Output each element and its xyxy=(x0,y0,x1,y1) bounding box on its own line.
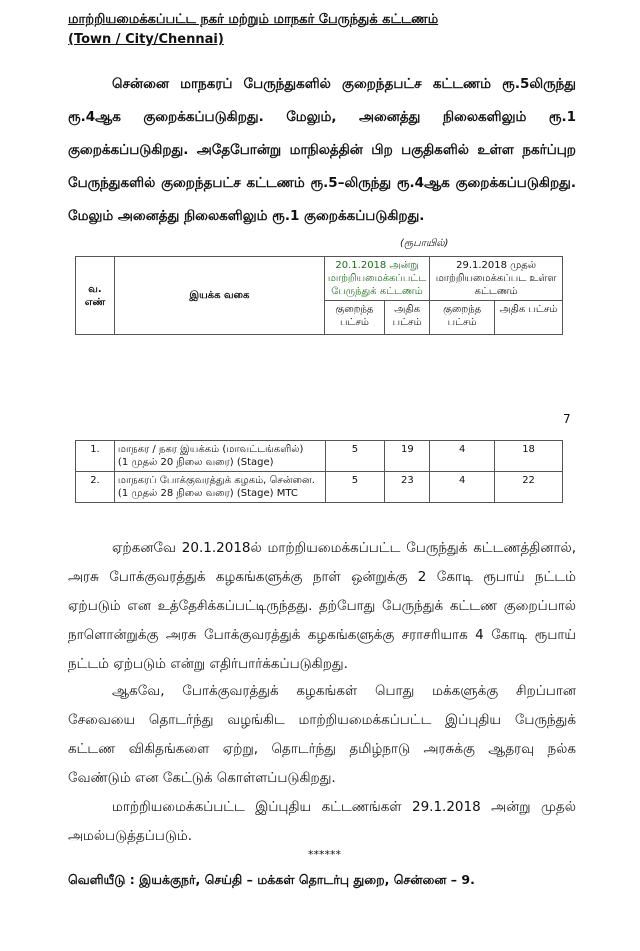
cell-min-1: 5 xyxy=(325,441,385,472)
heading-english: (Town / City/Chennai) xyxy=(68,32,224,47)
paragraph-fare-reduction xyxy=(68,68,576,233)
cell-max-2: 18 xyxy=(495,441,563,472)
cell-max-1: 19 xyxy=(385,441,430,472)
cell-min-2: 4 xyxy=(430,472,495,503)
cell-max-1: 23 xyxy=(385,472,430,503)
table-row xyxy=(76,472,563,503)
fare-table-body xyxy=(75,440,563,503)
unit-note: (ரூபாயில்) xyxy=(400,238,449,249)
header-serial: வ. எண் xyxy=(76,257,115,335)
separator: ****** xyxy=(308,848,341,861)
header-group-20-1-2018: 20.1.2018 அன்று மாற்றியமைக்கப்பட்ட பேருந்துக் கட்டணம் xyxy=(324,257,429,301)
cell-service-type xyxy=(114,472,325,503)
cell-max-2: 22 xyxy=(495,472,563,503)
page-number: 7 xyxy=(563,412,571,426)
header-service-type: இயக்க வகை xyxy=(114,257,324,335)
fare-table-header xyxy=(75,256,563,335)
header-group-29-1-2018: 29.1.2018 முதல் மாற்றியமைக்கப்பட உள்ள கட்டணம் xyxy=(430,257,563,301)
paragraph-text: ஆகவே, போக்குவரத்துக் கழகங்கள் பொது மக்களுக்கு சிறப்பான சேவையை தொடர்ந்து வழங்கிட மாற்றியமைக்கப்பட்ட இப்புதிய பேருந்துக் கட்டண விகிதங்களை ஏற்று, தொடர்ந்து தமிழ்நாடு அரசுக்கு ஆதரவு நல்க வேண்டும் என கேட்டுக் கொள்ளப்படுகிறது. xyxy=(68,683,576,786)
service-type-line: மாநகரப் போக்குவரத்துக் கழகம், சென்னை. xyxy=(117,475,315,486)
header-max-2: அதிக பட்சம் xyxy=(495,301,563,335)
cell-serial: 1. xyxy=(76,441,115,472)
paragraph-text: ஏற்கனவே 20.1.2018ல் மாற்றியமைக்கப்பட்ட பேருந்துக் கட்டணத்தினால், அரசு போக்குவரத்துக் கழகங்களுக்கு நாள் ஒன்றுக்கு 2 கோடி ரூபாய் நட்டம் ஏற்படும் என உத்தேசிக்கப்பட்டிருந்தது. தற்போது பேருந்துக் கட்டண குறைப்பால் நாளொன்றுக்கு அரசு போக்குவரத்துக் கழகங்களுக்கு சராசரியாக 4 கோடி ரூபாய் நட்டம் ஏற்படும் என்று எதிர்பார்க்கப்படுகிறது. xyxy=(68,540,576,672)
heading-tamil: மாற்றியமைக்கப்பட்ட நகர் மற்றும் மாநகர் பேருந்துக் கட்டணம் xyxy=(68,12,439,27)
header-min-1: குறைந்த பட்சம் xyxy=(324,301,384,335)
document-heading xyxy=(68,10,438,50)
paragraph-appeal xyxy=(68,677,576,793)
cell-service-type xyxy=(114,441,325,472)
paragraph-text: சென்னை மாநகரப் பேருந்துகளில் குறைந்தபட்ச கட்டணம் ரூ.5லிருந்து ரூ.4ஆக குறைக்கப்படுகிறது. மேலும், அனைத்து நிலைகளிலும் ரூ.1 குறைக்கப்படுகிறது. அதேபோன்று மாநிலத்தின் பிற பகுதிகளில் உள்ள நகர்ப்புற பேருந்துகளில் குறைந்தபட்ச கட்டணம் ரூ.5–லிருந்து ரூ.4ஆக குறைக்கப்படுகிறது. மேலும் அனைத்து நிலைகளிலும் ரூ.1 குறைக்கப்படுகிறது. xyxy=(68,76,576,224)
table-row xyxy=(76,441,563,472)
service-type-stage: (1 முதல் 20 நிலை வரை) (Stage) xyxy=(117,457,274,468)
cell-serial: 2. xyxy=(76,472,115,503)
cell-min-1: 5 xyxy=(325,472,385,503)
service-type-stage: (1 முதல் 28 நிலை வரை) (Stage) MTC xyxy=(117,488,298,499)
paragraph-loss-estimate xyxy=(68,534,576,679)
cell-min-2: 4 xyxy=(430,441,495,472)
paragraph-effective-date xyxy=(68,793,576,851)
paragraph-text: மாற்றியமைக்கப்பட்ட இப்புதிய கட்டணங்கள் 29.1.2018 அன்று முதல் அமல்படுத்தப்படும். xyxy=(68,799,576,844)
service-type-line: மாநகர / நகர இயக்கம் (மாவட்டங்களில்) xyxy=(117,444,304,455)
header-min-2: குறைந்த பட்சம் xyxy=(430,301,495,335)
release-footer: வெளியீடு : இயக்குநர், செய்தி – மக்கள் தொடர்பு துறை, சென்னை – 9. xyxy=(68,872,475,887)
header-max-1: அதிக பட்சம் xyxy=(385,301,430,335)
